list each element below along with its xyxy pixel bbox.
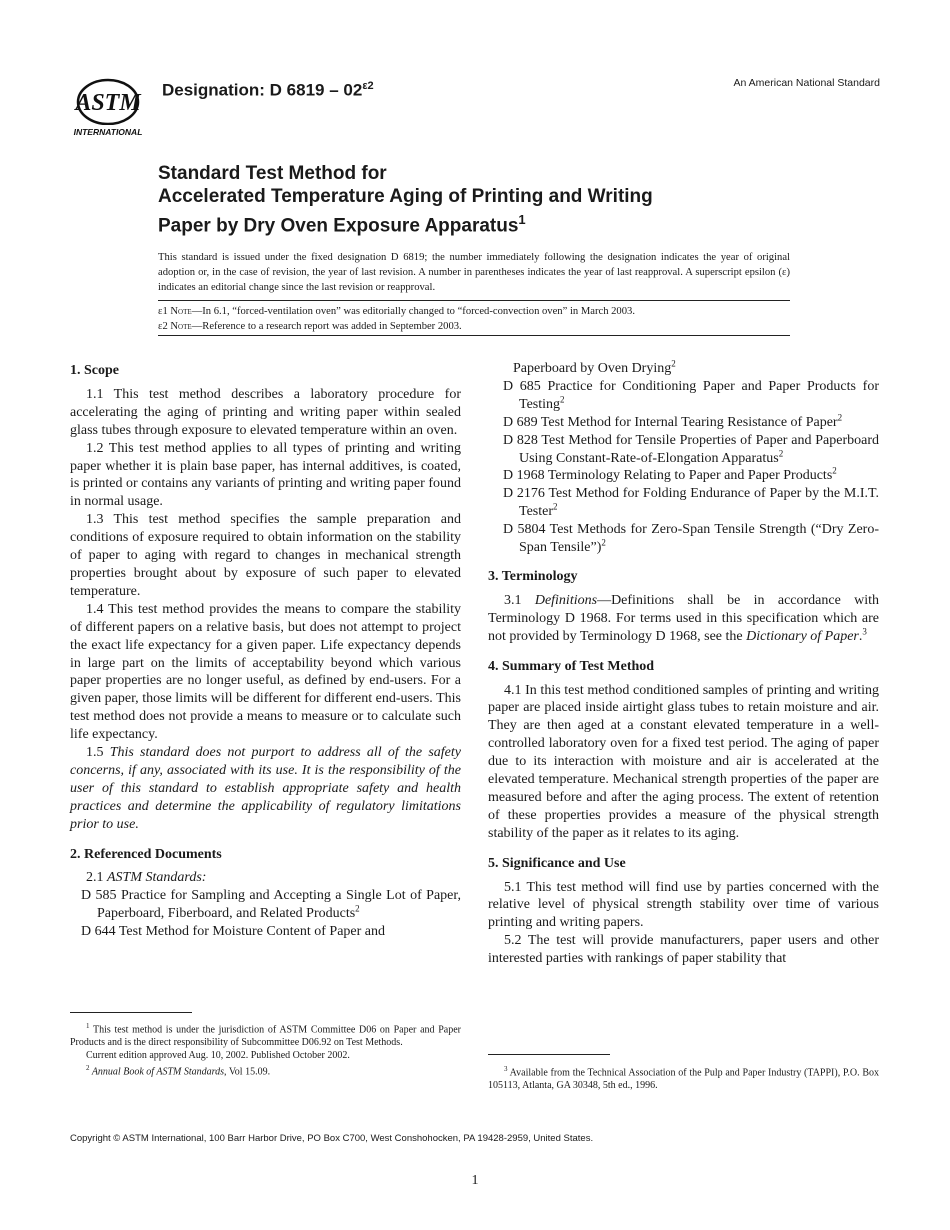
- national-standard-label: An American National Standard: [733, 77, 880, 89]
- reference-item-continued: Paperboard by Oven Drying$^2$: [513, 358, 676, 376]
- footnotes-right: $^3$ Available from the Technical Association of the Pulp and Paper Industry (TAPPI), P.O. Box 105113, Atlanta, GA 30348, 5th ed., 1996.: [488, 1065, 879, 1092]
- paragraph: 1.2 This test method applies to all types of printing and writing paper whether it is plain base paper, has internal additives, is coated, is printed or contains any variants of printing and writing paper found in normal usage.: [70, 440, 461, 510]
- reference-item: D 689 Test Method for Internal Tearing Resistance of Paper$^2$: [503, 412, 843, 430]
- astm-logo: [66, 78, 150, 140]
- designation: Designation: D $6819 - 02^{\varepsilon 2}$: [162, 80, 374, 100]
- divider: [158, 335, 790, 336]
- reference-item: D 5804 Test Methods for Zero-Span Tensile Strength (“Dry Zero-Span Tensile”)$^2$: [503, 522, 879, 556]
- editorial-note: ε1 Note—In 6.1, “forced-ventilation oven” was editorially changed to “forced-convection oven” in March 2003.: [158, 306, 635, 317]
- paragraph: 4.1 In this test method conditioned samples of printing and writing paper are placed inside airtight glass tubes to retain moisture and air. They are then aged at a constant elevated temperature in a well-controlled laboratory oven for a fixed test period. The aging of paper due to its interaction with moisture and air is accelerated at the elevated temperature. Mechanical strength properties of the paper are measured before and after the aging process. The extent of retention of these properties provides a measure of the physical strength stability of the paper as it relates to its aging.: [488, 682, 879, 841]
- paragraph: 1.1 This test method describes a laboratory procedure for accelerating the aging of printing and writing paper within sealed glass tubes through exposure to elevated temperature within an oven.: [70, 386, 461, 438]
- paragraph: 1.3 This test method specifies the sample preparation and conditions of exposure required to obtain information on the stability of paper to aging with regard to changes in mechanical strength properties brought about by exposure of such paper to elevated temperature.: [70, 512, 461, 599]
- paragraph: 2.1 ASTM Standards:: [86, 870, 207, 886]
- reference-item: D 2176 Test Method for Folding Endurance of Paper by the M.I.T. Tester$^2$: [503, 486, 879, 520]
- copyright-notice: Copyright © ASTM International, 100 Barr Harbor Drive, PO Box C700, West Conshohocken, PA 19428-2959, United States.: [70, 1133, 594, 1144]
- svg-text:ASTM: ASTM: [75, 90, 141, 116]
- paragraph: 5.1 This test method will find use by parties concerned with the relative level of physical strength stability over time of various printing and writing papers.: [488, 879, 879, 931]
- right-column: [488, 360, 879, 968]
- reference-item: D 685 Practice for Conditioning Paper and Paper Products for Testing$^2$: [503, 378, 879, 412]
- section-heading: 2. Referenced Documents: [70, 846, 222, 862]
- editorial-notes: [158, 305, 790, 334]
- section-heading: 4. Summary of Test Method: [488, 658, 655, 674]
- reference-item: D 1968 Terminology Relating to Paper and Paper Products$^2$: [503, 465, 837, 484]
- paragraph: 1.5 This standard does not purport to address all of the safety concerns, if any, associated with its use. It is the responsibility of the user of this standard to establish appropriate safety and health practices and determine the applicability of regulatory limitations prior to use.: [70, 745, 461, 832]
- section-heading: 3. Terminology: [488, 568, 578, 584]
- issuance-statement: This standard is issued under the fixed designation D 6819; the number immediately following the designation indicates the year of original adoption or, in the case of revision, the year of last revision. A number in parentheses indicates the year of last reapproval. A superscript epsilon (ε) indicates an editorial change since the last revision or reapproval.: [158, 252, 790, 294]
- left-column: [70, 362, 461, 941]
- paragraph: 3.1 Definitions—Definitions shall be in accordance with Terminology D 1968. For terms used in this specification which are not provided by Terminology D 1968, see the Dictionary of Paper.$^3$: [488, 592, 880, 644]
- svg-text:INTERNATIONAL: INTERNATIONAL: [73, 127, 143, 137]
- footnote-rule: [488, 1054, 610, 1055]
- section-heading: 1. Scope: [70, 363, 119, 378]
- reference-item: D 644 Test Method for Moisture Content of Paper and: [81, 924, 385, 940]
- document-title: Standard Test Method for Accelerated Temperature Aging of Printing and Writing Paper by Dry Oven Exposure Apparatus$^1$: [158, 163, 653, 237]
- section-heading: 5. Significance and Use: [488, 855, 626, 871]
- reference-item: D 585 Practice for Sampling and Accepting a Single Lot of Paper, Paperboard, Fiberboard, and Related Products$^2$: [81, 888, 461, 922]
- reference-item: D 828 Test Method for Tensile Properties of Paper and Paperboard Using Constant-Rate-of-Elongation Apparatus$^2$: [503, 432, 879, 466]
- editorial-note: ε2 Note—Reference to a research report was added in September 2003.: [158, 320, 462, 332]
- page-number: 1: [471, 1173, 479, 1188]
- divider: [158, 300, 790, 301]
- paragraph: 5.2 The test will provide manufacturers, paper users and other interested parties with rankings of paper stability that: [488, 933, 879, 967]
- footnotes-left: $^1$ This test method is under the jurisdiction of ASTM Committee D06 on Paper and Paper Products and is the direct responsibility of Subcommittee D06.92 on Test Methods. Current edition approved Aug. 10, 2002. Published October 2002. $^2$ Annual Book of ASTM Standards, Vol 15.09.: [70, 1022, 461, 1078]
- paragraph: 1.4 This test method provides the means to compare the stability of different papers on a relative basis, but does not attempt to project the exact life expectancy for a given paper. Life expectancy depends in large part on the limits of acceptability beyond which various paper properties are no longer useful, as defined by end-users. For a given paper, those limits will be different for different end-users. This test method does not provide a means to measure or to calculate such life expectancy.: [70, 601, 461, 743]
- footnote-rule: [70, 1012, 192, 1013]
